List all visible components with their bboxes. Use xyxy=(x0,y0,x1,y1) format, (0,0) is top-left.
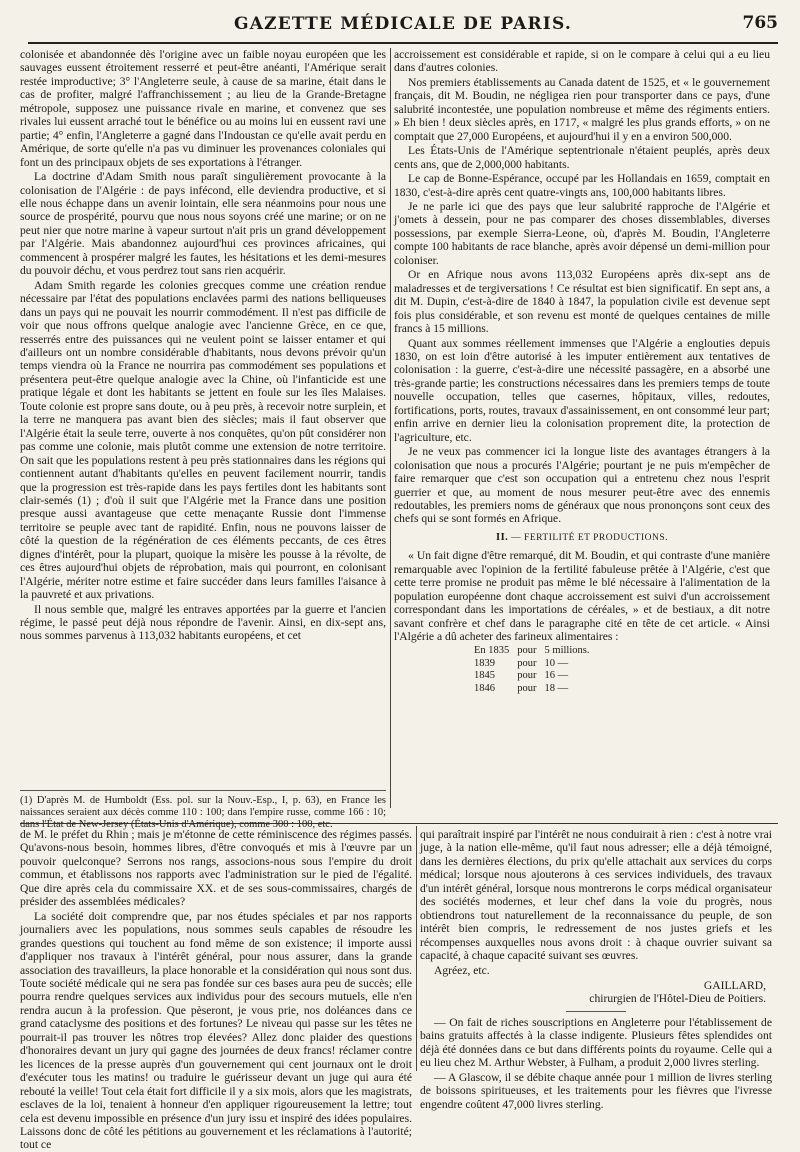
signoff-greeting: Agréez, etc. xyxy=(434,963,490,977)
paragraph: Le cap de Bonne-Espérance, occupé par les Hollandais en 1659, comptait en 1830, c'est-à-dire après cent quatre-vingts ans, 100,000 habitants libres. xyxy=(394,172,770,199)
news-item: — A Glascow, il se débite chaque année pour 1 million de livres sterling de boissons spiritueuses, et les traitements pour les fièvres que l'ivresse engendre coûtent 47,000 livres sterling. xyxy=(420,1070,772,1111)
paragraph: accroissement est considérable et rapide, si on le compare à celui qui a eu lieu dans d'autres colonies. xyxy=(394,48,770,75)
paragraph: « Un fait digne d'être remarqué, dit M. Boudin, et qui contraste d'une manière remarquable avec l'opinion de la fertilité fabuleuse prêtée à l'Algérie, c'est que cette terre promise ne produit pas même le blé nécessaire à l'alimentation de la population européenne dont chaque accroissement est suivi d'un accroissement correspondant dans les importations de céréales, » et de bestiaux, a dit notre savant confrère et chef dans le paragraphe cité en tête de cet article. « Ainsi l'Algérie a dû acheter des farineux alimentaires : xyxy=(394,549,770,644)
column-3 xyxy=(20,828,412,1152)
table-row xyxy=(474,670,597,683)
amount-cell: 10 — xyxy=(544,657,569,669)
year-cell: En 1835 xyxy=(474,645,510,657)
paragraph: colonisée et abandonnée dès l'origine avec un faible noyau européen que les sauvages eussent étroitement resserré et peut-être anéanti, l'Amérique serait restée improductive; 3° l'Angleterre seule, à cause de sa marine, était dans le cas de profiter, malgré l'affranchissement ; au lieu de la Grande-Bretagne métropole, supposez une puissance rivale en marine, et convenez que ses rivales lui eussent arraché tout le bénéfice ou au moins lui en eussent ravi une partie; 4° enfin, l'Angleterre a gagné dans l'Indoustan ce qu'elle avait perdu en Amérique, de sorte qu'elle n'a pas vu diminuer les provenances coloniales qui font un des principaux objets de ses exportations à l'étranger. xyxy=(20,48,386,169)
paragraph: Or en Afrique nous avons 113,032 Européens après dix-sept ans de maladresses et de tergiversations ! Ce résultat est bien significatif. En sept ans, a dit M. Dupin, c'est-à-dire de 1840 à 1847, la population civile est devenue sept fois plus considérable, et son revenu est monté de quelques centaines de mille francs à 15 millions. xyxy=(394,268,770,336)
footnote: (1) D'après M. de Humboldt (Ess. pol. sur la Nouv.-Esp., I, p. 63), en France les naissances seraient aux décès comme 110 : 100; dans l'empire russe, comme 166 : 10; dans l'État de New-Jersey (États-Unis d'Amérique), comme 300 : 100, etc. xyxy=(20,795,386,830)
table-row xyxy=(474,658,597,671)
column-divider xyxy=(390,48,391,808)
paragraph: La société doit comprendre que, par nos études spéciales et par nos rapports journaliers avec les populations, nous sommes seuls capables de résoudre les grandes questions qui touchent au fond même de son existence; il importe aussi d'appliquer nos travaux à l'intérêt général, pour nous assurer, dans la grande association des travailleurs, la place honorable et la considération qui nous sont dus. Toute société médicale qui ne sera pas fondée sur ces bases aura peu de succès; elle pourra rendre quelques services aux individus pour des secours mutuels, elle n'en rendra aucun à la profession. Que pèseront, je vous prie, nos doléances dans ce grand cataclysme des positions et des fortunes? Le niveau qui passe sur les têtes ne pourrait-il pas trouver les nôtres trop élevées? Allez donc plaider des questions d'honoraires devant un jury qui gagne des journées de deux francs! réclamer contre les licences de la presse auprès d'un gouvernement qui cent journaux ont le droit d'exécuter tous les matins! ou traduire le guérisseur devant un juge qui aura été rebouté la veille! Tout cela était fort difficile il y a six mois, alors que les magistrats, esclaves de la loi, tenaient à honneur d'en appliquer rigoureusement la lettre; tout cela est devenu impossible en présence d'un jury issu et inspiré des idées populaires. Laissons donc de côté les pétitions au gouvernement et les réclamations à l'autorité; tout ce xyxy=(20,909,412,1152)
paragraph: Nos premiers établissements au Canada datent de 1525, et « le gouvernement français, dit M. Boudin, ne négligea rien pour transporter dans ce pays, d'une salubrité incontestée, une population nombreuse et même des régiments entiers. » Eh bien ! deux siècles après, en 1717, « malgré les plus grands efforts, » on ne comptait que 27,000 Européens, et aujourd'hui il y en a environ 500,000. xyxy=(394,75,770,143)
column-1 xyxy=(20,48,386,790)
journal-title: GAZETTE MÉDICALE DE PARIS. xyxy=(234,14,572,34)
table-row xyxy=(474,683,597,696)
author-name: GAILLARD, xyxy=(703,978,766,992)
header-rule xyxy=(28,42,778,44)
news-item: — On fait de riches souscriptions en Angleterre pour l'établissement de bains gratuits affectés à la classe indigente. Plusieurs fêtes splendides ont déjà été données dans ce but dans différents points du royaume. Celle qui a eu lieu chez M. Arthur Webster, à Fulham, a produit 2,000 livres sterling. xyxy=(420,1015,772,1070)
author-role: chirurgien de l'Hôtel-Dieu de Poitiers. xyxy=(589,992,766,1006)
section-rule xyxy=(20,823,778,824)
word-cell: pour xyxy=(517,657,537,669)
year-cell: 1845 xyxy=(474,670,495,682)
import-stats-table xyxy=(474,645,597,695)
section-title: — FERTILITÉ ET PRODUCTIONS. xyxy=(511,532,669,543)
section-heading xyxy=(394,531,770,545)
paragraph: Je ne parle ici que des pays que leur salubrité rapproche de l'Algérie et j'omets à dessein, pour ne pas comparer des choses dissemblables, diverses possessions, par exemple Sierra-Leone, où, d'après M. Boudin, l'Angleterre compte 100 habitants de race blanche, après avoir dépensé un demi-million pour coloniser. xyxy=(394,199,770,267)
amount-cell: 18 — xyxy=(544,682,569,694)
paragraph: La doctrine d'Adam Smith nous paraît singulièrement provocante à la colonisation de l'Algérie : de pays infécond, elle deviendra productive, et si elle nous échappe dans un avenir lointain, elle sera néanmoins pour nous une source de prospérité, pourvu que nous nous soyons créé une marine; or on ne peut nier que notre marine à vapeur surtout n'ait pris un grand développement par l'Algérie. Mais abandonnez aujourd'hui ces provinces africaines, qui commencent à prospérer malgré les fautes, les hésitations et les demi-mesures du pouvoir déchu, et vous perdrez tout sans rien acquérir. xyxy=(20,170,386,278)
word-cell: pour xyxy=(517,682,537,694)
amount-cell: 16 — xyxy=(544,670,569,682)
section-number: II. xyxy=(495,531,509,543)
column-divider xyxy=(416,826,417,1071)
paragraph: Adam Smith regarde les colonies grecques comme une création rendue nécessaire par l'état des populations enclavées parmi des nations belliqueuses dans un pays qui ne pouvait les nourrir commodément. Il n'est pas difficile de voir que nous offrons quelque analogie avec l'ancienne Grèce, en ce que, resserrés entre des puissances qui ne veulent point se laisser entamer et qui d'ailleurs ont un nombre considérable d'habitants, nous devons prévoir qu'un temps viendra où la France ne nourrira pas commodément ses populations et présentera peut-être quelque analogie avec la Chine, où l'infanticide est une pratique légale et dont les habitants se jettent en foule sur les îles Malaises. Toute colonie est propre sans doute, ou à peu près, à recevoir notre surplein, et la terre ne manquera pas avant bien des siècles; mais il faut observer que l'Algérie était la seule terre, ouverte à nos conquêtes, qu'on pût considérer non pas comme une colonie, mais plutôt comme une extension de notre territoire. On sait que les populations restent à peu près stationnaires dans les régions qui contiennent autant d'habitants qu'elles en peuvent facilement nourrir, tandis que la progression est très-rapide dans les pays fertiles dont les habitants sont clair-semés (1) ; d'où il suit que l'Algérie met la France dans une position presque aussi avantageuse que cette menaçante Russie dont l'immense territoire se peuple avec tant de rapidité. Enfin, nous ne pouvons laisser de côté la question de la régénération de ces éléments peccants, de ces êtres dignes d'intérêt, pour la plupart, quoique la misère les pousse à la révolte, de ces êtres aujourd'hui objets de réprobation, mais qui pourront, en colonisant l'Algérie, mériter notre estime et faire succéder dans leurs familles l'aisance à la pauvreté et aux privations. xyxy=(20,278,386,602)
paragraph: de M. le préfet du Rhin ; mais je m'étonne de cette réminiscence des régimes passés. Qu'avons-nous besoin, hommes libres, d'être convoqués et mis à l'œuvre par un pouvoir quelconque? Serrons nos rangs, associons-nous sous l'empire du droit commun, et établissons nos rapports avec l'administration sur le pied de l'égalité. Que dire après cela du commissaire XX. et de ses sous-commissaires, chargés de présider des assemblées médicales? xyxy=(20,828,412,909)
year-cell: 1846 xyxy=(474,682,495,694)
year-cell: 1839 xyxy=(474,657,495,669)
column-4 xyxy=(420,828,772,1111)
table-row xyxy=(474,645,597,658)
signature xyxy=(420,979,766,1006)
column-2 xyxy=(394,48,770,808)
news-rule xyxy=(566,1011,626,1012)
paragraph: qui paraîtrait inspiré par l'intérêt ne nous conduirait à rien : c'est à notre vrai juge, à la nation elle-même, qu'il faut nous adresser; elle a déjà témoigné, dans les dernières élections, du prix qu'elle attachait aux services du corps médical; lorsque nous ajouterons à ces services individuels, des travaux d'un intérêt général, lorsque nous montrerons le corps médical organisateur des sociétés modernes, et leur chef dans la voie du progrès, nous obtiendrons tout naturellement de la reconnaissance du peuple, de son intérêt bien compris, le redressement de nos justes griefs et les récompenses auxquelles nous avons droit : à chaque ouvrier suivant sa capacité, à chaque capacité suivant ses œuvres. xyxy=(420,828,772,963)
paragraph: Il nous semble que, malgré les entraves apportées par la guerre et l'ancien régime, le passé peut déjà nous répondre de l'avenir. Ainsi, en dix-sept ans, nous sommes parvenus à 113,032 habitants européens, et cet xyxy=(20,602,386,643)
paragraph: Je ne veux pas commencer ici la longue liste des avantages étrangers à la colonisation que nous a procurés l'Algérie; pourtant je ne puis m'empêcher de faire remarquer que c'est son occupation qui a entretenu chez nous l'esprit guerrier et que, au moment de nous mesurer peut-être avec des ennemis redoutables, les premiers noms de généraux que nous prononçons sont ceux des chefs qui se sont formés en Afrique. xyxy=(394,445,770,526)
footnote-rule xyxy=(20,790,386,791)
word-cell: pour xyxy=(517,645,537,657)
amount-cell: 5 millions. xyxy=(544,645,590,657)
paragraph: Les États-Unis de l'Amérique septentrionale n'étaient peuplés, après deux cents ans, que de 2,000,000 habitants. xyxy=(394,144,770,171)
page-header xyxy=(28,12,778,42)
word-cell: pour xyxy=(517,670,537,682)
paragraph: Quant aux sommes réellement immenses que l'Algérie a englouties depuis 1830, on est loin d'être autorisé à les imputer entièrement aux tentatives de colonisation : la guerre, c'est-à-dire une nécessité passagère, en a absorbé une très-grande partie; les constructions nécessaires dans les premiers temps de toute nouvelle occupation, telles que casernes, hôpitaux, villes, redoutes, fortifications, ports, routes, travaux d'assainissement, en ont consommé leur part; enfin arrive en dernier lieu la colonisation proprement dite, la protection de l'agriculture, etc. xyxy=(394,336,770,444)
page-number: 765 xyxy=(742,13,778,33)
